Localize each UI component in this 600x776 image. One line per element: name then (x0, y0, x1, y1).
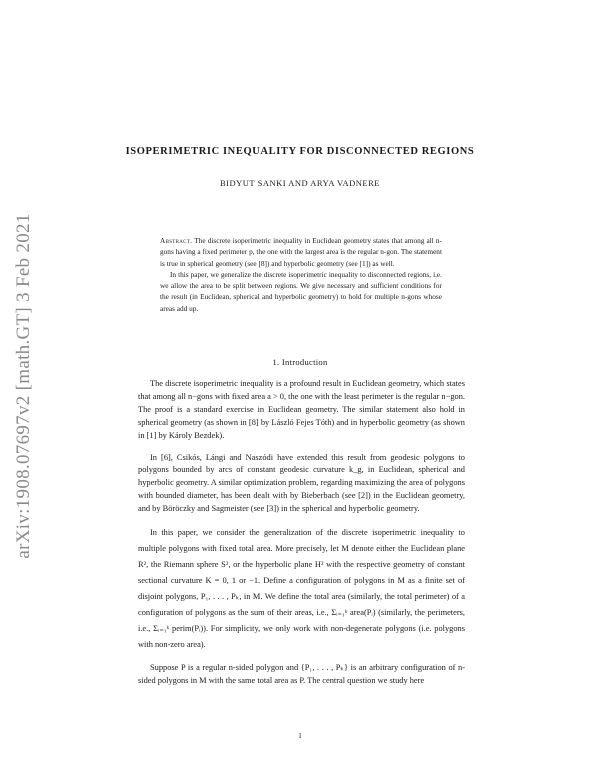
arxiv-identifier (8, 186, 40, 586)
abstract-label: Abstract. (160, 236, 193, 245)
arxiv-identifier-text: arXiv:1908.07697v2 [math.GT] 3 Feb 2021 (13, 213, 34, 559)
body-text (138, 378, 465, 697)
paragraph-3: In this paper, we consider the generalization of the discrete isoperimetric inequality to multiple polygons with fixed total area. More precisely, let M denote either the Euclidean plane R², the Riemann sphere S², or the hyperbolic plane H² with the respective geometry of constant sectional curvature K = 0, 1 or −1. Define a configuration of polygons in M as a finite set of disjoint polygons, P₁, . . . , Pₖ, in M. We define the total area (similarly, the total perimeter) of a configuration of polygons as the sum of their areas, i.e., Σᵢ₌₁ᵏ area(Pᵢ) (similarly, the perimeters, i.e., Σᵢ₌₁ᵏ perim(Pᵢ)). For simplicity, we only work with non-degenerate polygons (i.e. polygons with non-zero area). (138, 528, 465, 650)
page-number: 1 (298, 732, 302, 740)
abstract (160, 235, 442, 314)
abstract-text-1: The discrete isoperimetric inequality in Euclidean geometry states that among all n-gons having a fixed perimeter p, the one with the largest area is the regular n-gon. The statement is true in spherical geometry (see [8]) and hyperbolic geometry (see [1]) as well. (160, 236, 442, 268)
paper-authors: BIDYUT SANKI AND ARYA VADNERE (220, 178, 380, 188)
section-heading: 1. Introduction (272, 357, 328, 367)
paragraph-1: The discrete isoperimetric inequality is a profound result in Euclidean geometry, which states that among all n−gons with fixed area a > 0, the one with the least perimeter is the regular n−gon. The proof is a standard exercise in Euclidean geometry. The similar statement also hold in spherical geometry (as shown in [8] by László Fejes Tóth) and in hyperbolic geometry (as shown in [1] by Károly Bezdek). (138, 379, 465, 440)
abstract-paragraph-2: In this paper, we generalize the discrete isoperimetric inequality to disconnected regions, i.e. we allow the area to be split between regions. We give necessary and sufficient conditions for the result (in Euclidean, spherical and hyperbolic geometry) to hold for multiple n-gons whose areas add up. (160, 269, 442, 313)
paragraph-2: In [6], Csikós, Lángi and Naszódi have extended this result from geodesic polygons to polygons bounded by arcs of constant geodesic curvature k_g, in Euclidean, spherical and hyperbolic geometry. A similar optimization problem, regarding maximizing the area of polygons with bounded diameter, has been dealt with by Bieberbach (see [2]) in the Euclidean geometry, and by Böröczky and Sagmeister (see [3]) in the spherical and hyperbolic geometry. (138, 452, 465, 514)
paragraph-4: Suppose P is a regular n-sided polygon and {P₁, . . . , Pₖ} is an arbitrary configuration of n-sided polygons in M with the same total area as P. The central question we study here (138, 663, 465, 685)
abstract-paragraph-1 (160, 235, 442, 269)
paper-title: ISOPERIMETRIC INEQUALITY FOR DISCONNECTED REGIONS (125, 146, 475, 157)
